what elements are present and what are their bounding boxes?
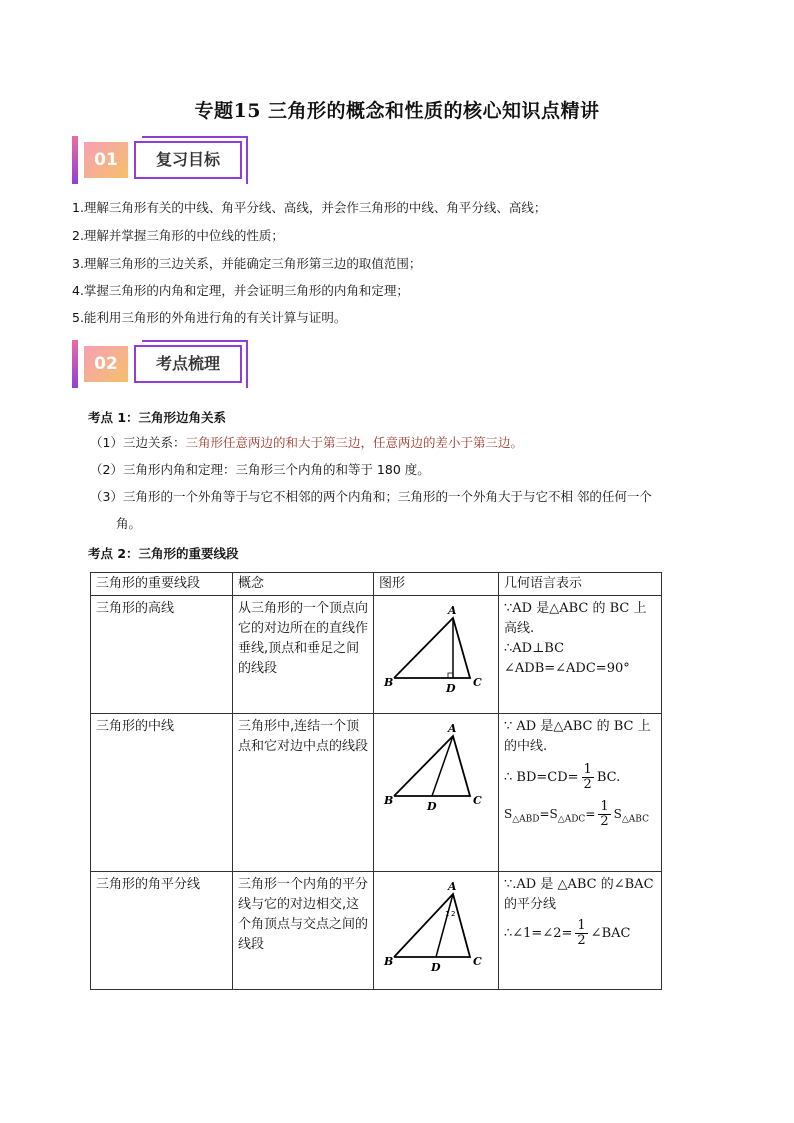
statement-line: ∴AD⊥BC: [504, 641, 565, 656]
figure-cell: [374, 714, 499, 872]
fraction-numerator: 1: [577, 918, 586, 933]
section-number: 01: [84, 142, 128, 178]
vertex-label-a: A: [448, 722, 457, 735]
segment-name: 三角形的中线: [91, 714, 233, 872]
table-header-row: [91, 573, 662, 596]
table-row: [91, 596, 662, 714]
statement-text: ∠BAC: [590, 926, 631, 941]
segment-name: 三角形的高线: [91, 596, 233, 714]
bisector-triangle-figure: [374, 872, 488, 982]
statement-text: S: [613, 807, 622, 821]
objective-3: 3.理解三角形的三边关系，并能确定三角形第三边的取值范围；: [72, 256, 422, 271]
vertex-label-b: B: [384, 676, 394, 689]
angle-label-1: 1: [445, 910, 450, 918]
figure-cell: [374, 872, 499, 990]
fraction-numerator: 1: [583, 762, 592, 777]
geometry-statement: [499, 872, 662, 990]
vertex-label-a: A: [448, 880, 457, 893]
statement-text: ∴ BD=CD=: [504, 770, 579, 785]
fraction-numerator: 1: [600, 799, 609, 814]
objective-2: 2.理解并掌握三角形的中位线的性质；: [72, 228, 284, 243]
angle-label-2: 2: [451, 910, 456, 918]
vertex-label-b: B: [384, 955, 394, 968]
table-row: [91, 714, 662, 872]
objective-1: 1.理解三角形有关的中线、角平分线、高线，并会作三角形的中线、角平分线、高线；: [72, 200, 547, 215]
triangle-inequality-text: 三角形任意两边的和大于第三边，任意两边的差小于第三边。: [185, 435, 523, 450]
kaodian-1-point-2: （2）三角形内角和定理：三角形三个内角的和等于 180 度。: [90, 462, 430, 477]
statement-line: ∵ AD 是△ABC 的 BC 上的中线.: [504, 719, 651, 754]
vertex-label-d: D: [446, 682, 456, 695]
objective-4: 4.掌握三角形的内角和定理，并会证明三角形的内角和定理；: [72, 283, 409, 298]
subscript: △ADC: [557, 814, 586, 825]
kaodian-2-title: 考点 2：三角形的重要线段: [88, 546, 239, 561]
vertex-label-a: A: [448, 604, 457, 617]
statement-text: ∴∠1=∠2=: [504, 926, 573, 941]
statement-line: [504, 919, 656, 948]
header-cell: 概念: [233, 573, 374, 596]
statement-line: ∵.AD 是 △ABC 的∠BAC 的平分线: [504, 877, 654, 912]
fraction-one-half: [598, 800, 610, 829]
segment-concept: 从三角形的一个顶点向它的对边所在的直线作垂线,顶点和垂足之间的线段: [233, 596, 374, 714]
statement-text: =: [585, 807, 596, 821]
fraction-one-half: [582, 763, 594, 792]
segment-name: 三角形的角平分线: [91, 872, 233, 990]
section-accent-bar: [72, 136, 78, 184]
segment-concept: 三角形一个内角的平分线与它的对边相交,这个角顶点与交点之间的线段: [233, 872, 374, 990]
section-number: 02: [84, 346, 128, 382]
header-cell: 三角形的重要线段: [91, 573, 233, 596]
point-prefix: （1）三边关系：: [90, 435, 186, 450]
statement-line: ∵AD 是△ABC 的 BC 上高线.: [504, 601, 647, 636]
subscript: △ABD: [512, 814, 540, 825]
statement-text: BC.: [596, 770, 621, 785]
vertex-label-c: C: [473, 955, 482, 968]
altitude-triangle-figure: [374, 596, 488, 706]
section-header-key-points: [72, 340, 262, 396]
header-cell: 图形: [374, 573, 499, 596]
segment-concept: 三角形中,连结一个顶点和它对边中点的线段: [233, 714, 374, 872]
statement-line: [504, 800, 656, 829]
median-triangle-figure: [374, 714, 488, 824]
vertex-label-c: C: [473, 794, 482, 807]
important-segments-table: [90, 572, 662, 990]
subscript: △ABC: [621, 814, 649, 825]
fraction-one-half: [575, 919, 587, 948]
section-label: 考点梳理: [134, 345, 242, 383]
statement-line: [504, 763, 656, 792]
statement-text: =S: [539, 807, 558, 821]
statement-line: ∠ADB=∠ADC=90°: [504, 661, 630, 676]
kaodian-1-point-3-cont: 角。: [116, 516, 142, 531]
section-accent-bar: [72, 340, 78, 388]
header-cell: 几何语言表示: [499, 573, 662, 596]
fraction-denominator: 2: [577, 933, 586, 948]
fraction-denominator: 2: [600, 814, 609, 829]
geometry-statement: [499, 596, 662, 714]
kaodian-1-title: 考点 1：三角形边角关系: [88, 410, 227, 425]
table-row: [91, 872, 662, 990]
kaodian-1-point-3: （3）三角形的一个外角等于与它不相邻的两个内角和；三角形的一个外角大于与它不相 邻的任何一个: [90, 489, 652, 504]
geometry-statement: [499, 714, 662, 872]
vertex-label-d: D: [431, 961, 441, 974]
statement-text: S: [504, 807, 513, 821]
objective-5: 5.能利用三角形的外角进行角的有关计算与证明。: [72, 310, 347, 325]
section-header-review-goals: [72, 136, 262, 192]
page-title: 专题15 三角形的概念和性质的核心知识点精讲: [194, 100, 600, 122]
kaodian-1-point-1: [90, 435, 523, 451]
vertex-label-c: C: [473, 676, 482, 689]
section-label: 复习目标: [134, 141, 242, 179]
vertex-label-d: D: [427, 800, 437, 813]
vertex-label-b: B: [384, 794, 394, 807]
figure-cell: [374, 596, 499, 714]
fraction-denominator: 2: [583, 777, 592, 792]
